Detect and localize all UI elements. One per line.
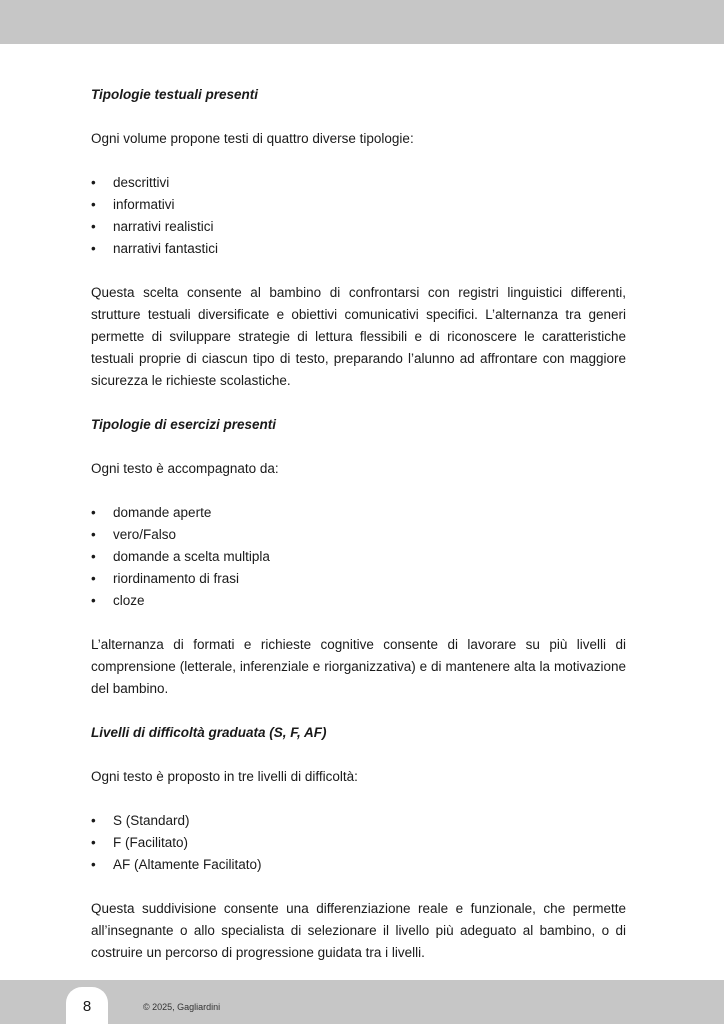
section-heading: Livelli di difficoltà graduata (S, F, AF) <box>91 725 327 740</box>
bullet-icon: • <box>91 505 96 520</box>
copyright-notice: © 2025, Gagliardini <box>143 1002 221 1012</box>
list-item: • AF (Altamente Facilitato) <box>91 854 626 876</box>
bullet-icon: • <box>91 219 96 234</box>
bullet-icon: • <box>91 835 96 850</box>
bullet-icon: • <box>91 197 96 212</box>
bullet-icon: • <box>91 593 96 608</box>
list-item: • informativi <box>91 194 626 216</box>
section-livelli-difficolta <box>91 722 626 964</box>
section-closing: Questa scelta consente al bambino di confrontarsi con registri linguistici differenti, strutture testuali diversificate e obiettivi comunicativi specifici. L’alternanza tra generi permette di sviluppare strategie di lettura flessibili e di riconoscere le caratteristiche testuali proprie di ciascun tipo di testo, preparando l’alunno ad affrontare con maggiore sicurezza le richieste scolastiche. <box>91 285 626 388</box>
header-band <box>0 0 724 44</box>
section-intro: Ogni volume propone testi di quattro diverse tipologie: <box>91 131 414 146</box>
list-item: • riordinamento di frasi <box>91 568 626 590</box>
bullet-icon: • <box>91 571 96 586</box>
list-item: • narrativi fantastici <box>91 238 626 260</box>
bullet-icon: • <box>91 549 96 564</box>
section-tipologie-esercizi <box>91 414 626 700</box>
list-item: • descrittivi <box>91 172 626 194</box>
bullet-icon: • <box>91 527 96 542</box>
bullet-icon: • <box>91 241 96 256</box>
list-item: • domande aperte <box>91 502 626 524</box>
page-content <box>91 84 626 964</box>
list-item: • vero/Falso <box>91 524 626 546</box>
list-item: • F (Facilitato) <box>91 832 626 854</box>
section-heading: Tipologie testuali presenti <box>91 87 259 102</box>
bullet-icon: • <box>91 813 96 828</box>
section-intro: Ogni testo è proposto in tre livelli di difficoltà: <box>91 769 358 784</box>
section-tipologie-testuali <box>91 84 626 392</box>
bullet-list <box>91 810 626 876</box>
section-closing: L’alternanza di formati e richieste cognitive consente di lavorare su più livelli di comprensione (letterale, inferenziale e riorganizzativa) e di mantenere alta la motivazione del bambino. <box>91 637 626 696</box>
list-item: • domande a scelta multipla <box>91 546 626 568</box>
section-closing: Questa suddivisione consente una differenziazione reale e funzionale, che permette all’insegnante o allo specialista di selezionare il livello più adeguato al bambino, o di costruire un percorso di progressione guidata tra i livelli. <box>91 901 626 960</box>
list-item: • narrativi realistici <box>91 216 626 238</box>
bullet-icon: • <box>91 857 96 872</box>
bullet-icon: • <box>91 175 96 190</box>
bullet-list <box>91 172 626 260</box>
page-number: 8 <box>66 987 108 1024</box>
section-intro: Ogni testo è accompagnato da: <box>91 461 279 476</box>
section-heading: Tipologie di esercizi presenti <box>91 417 277 432</box>
bullet-list <box>91 502 626 612</box>
footer-band <box>0 980 724 1024</box>
list-item: • S (Standard) <box>91 810 626 832</box>
list-item: • cloze <box>91 590 626 612</box>
